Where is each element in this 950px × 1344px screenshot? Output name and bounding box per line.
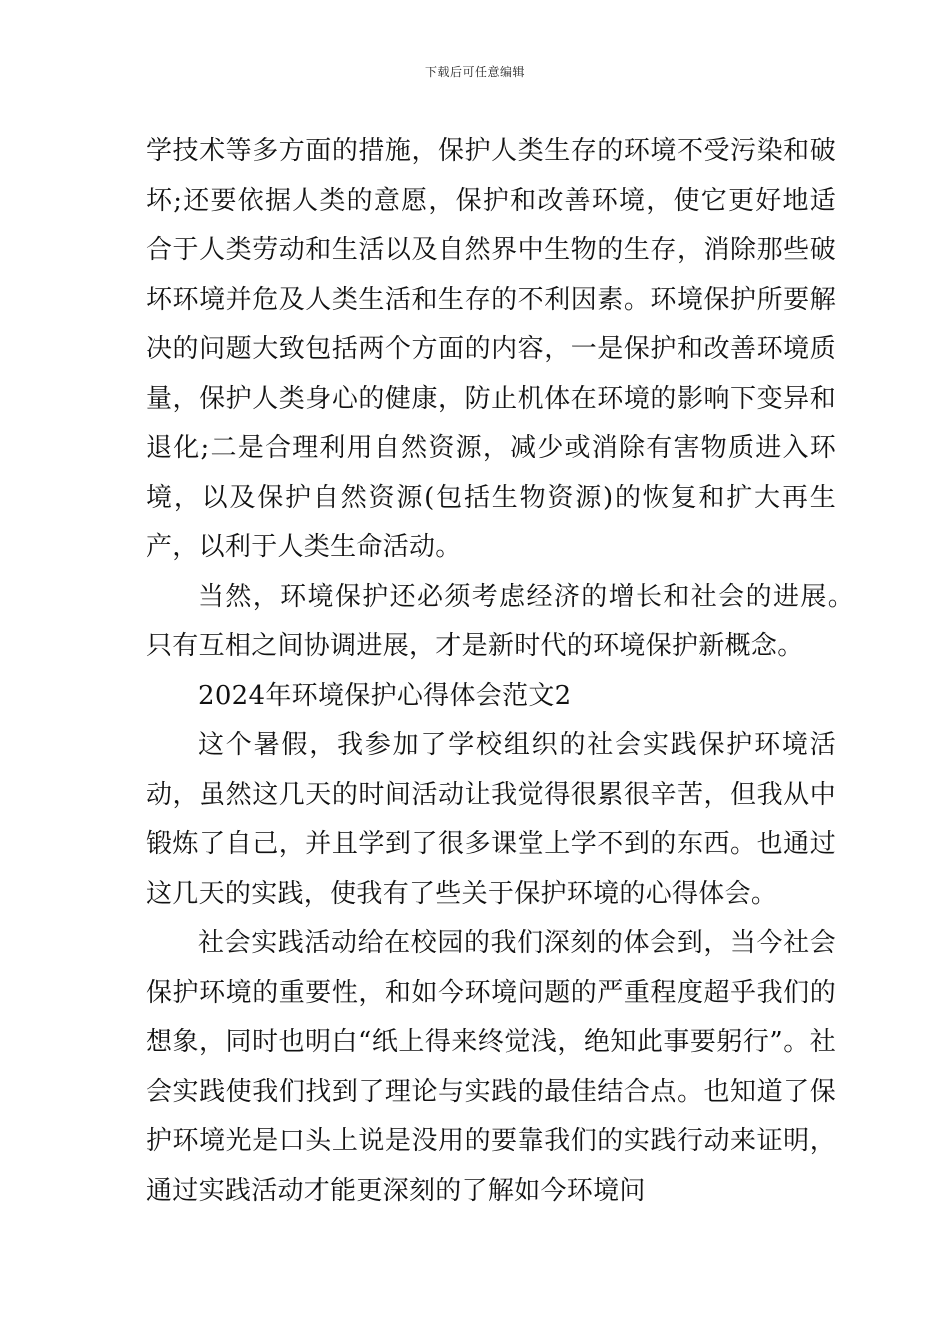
paragraph-economic-growth: 当然，环境保护还必须考虑经济的增长和社会的进展。只有互相之间协调进展，才是新时代的环境保护新概念。 [146,581,854,661]
page-header: 下载后可任意编辑 [424,65,525,79]
section-heading: 2024年环境保护心得体会范文2 [198,680,572,711]
paragraph-summer-practice: 这个暑假，我参加了学校组织的社会实践保护环境活动，虽然这几天的时间活动让我觉得很累很辛苦，但我从中锻炼了自己，并且学到了很多课堂上学不到的东西。也通过这几天的实践，使我有了些关于保护环境的心得体会。 [146,730,836,909]
document-body [146,127,854,1216]
paragraph-continued-text: 学技术等多方面的措施，保护人类生存的环境不受污染和破坏;还要依据人类的意愿，保护和改善环境，使它更好地适合于人类劳动和生活以及自然界中生物的生存，消除那些破坏环境并危及人类生活和生存的不利因素。环境保护所要解决的问题大致包括两个方面的内容，一是保护和改善环境质量，保护人类身心的健康，防止机体在环境的影响下变异和退化;二是合理利用自然资源，减少或消除有害物质进入环境，以及保护自然资源(包括生物资源)的恢复和扩大再生产，以利于人类生命活动。 [146,136,836,562]
paragraph-social-practice: 社会实践活动给在校园的我们深刻的体会到，当今社会保护环境的重要性，和如今环境问题的严重程度超乎我们的想象，同时也明白“纸上得来终觉浅，绝知此事要躬行”。社会实践使我们找到了理论与实践的最佳结合点。也知道了保护环境光是口头上说是没用的要靠我们的实践行动来证明，通过实践活动才能更深刻的了解如今环境问 [146,928,836,1206]
